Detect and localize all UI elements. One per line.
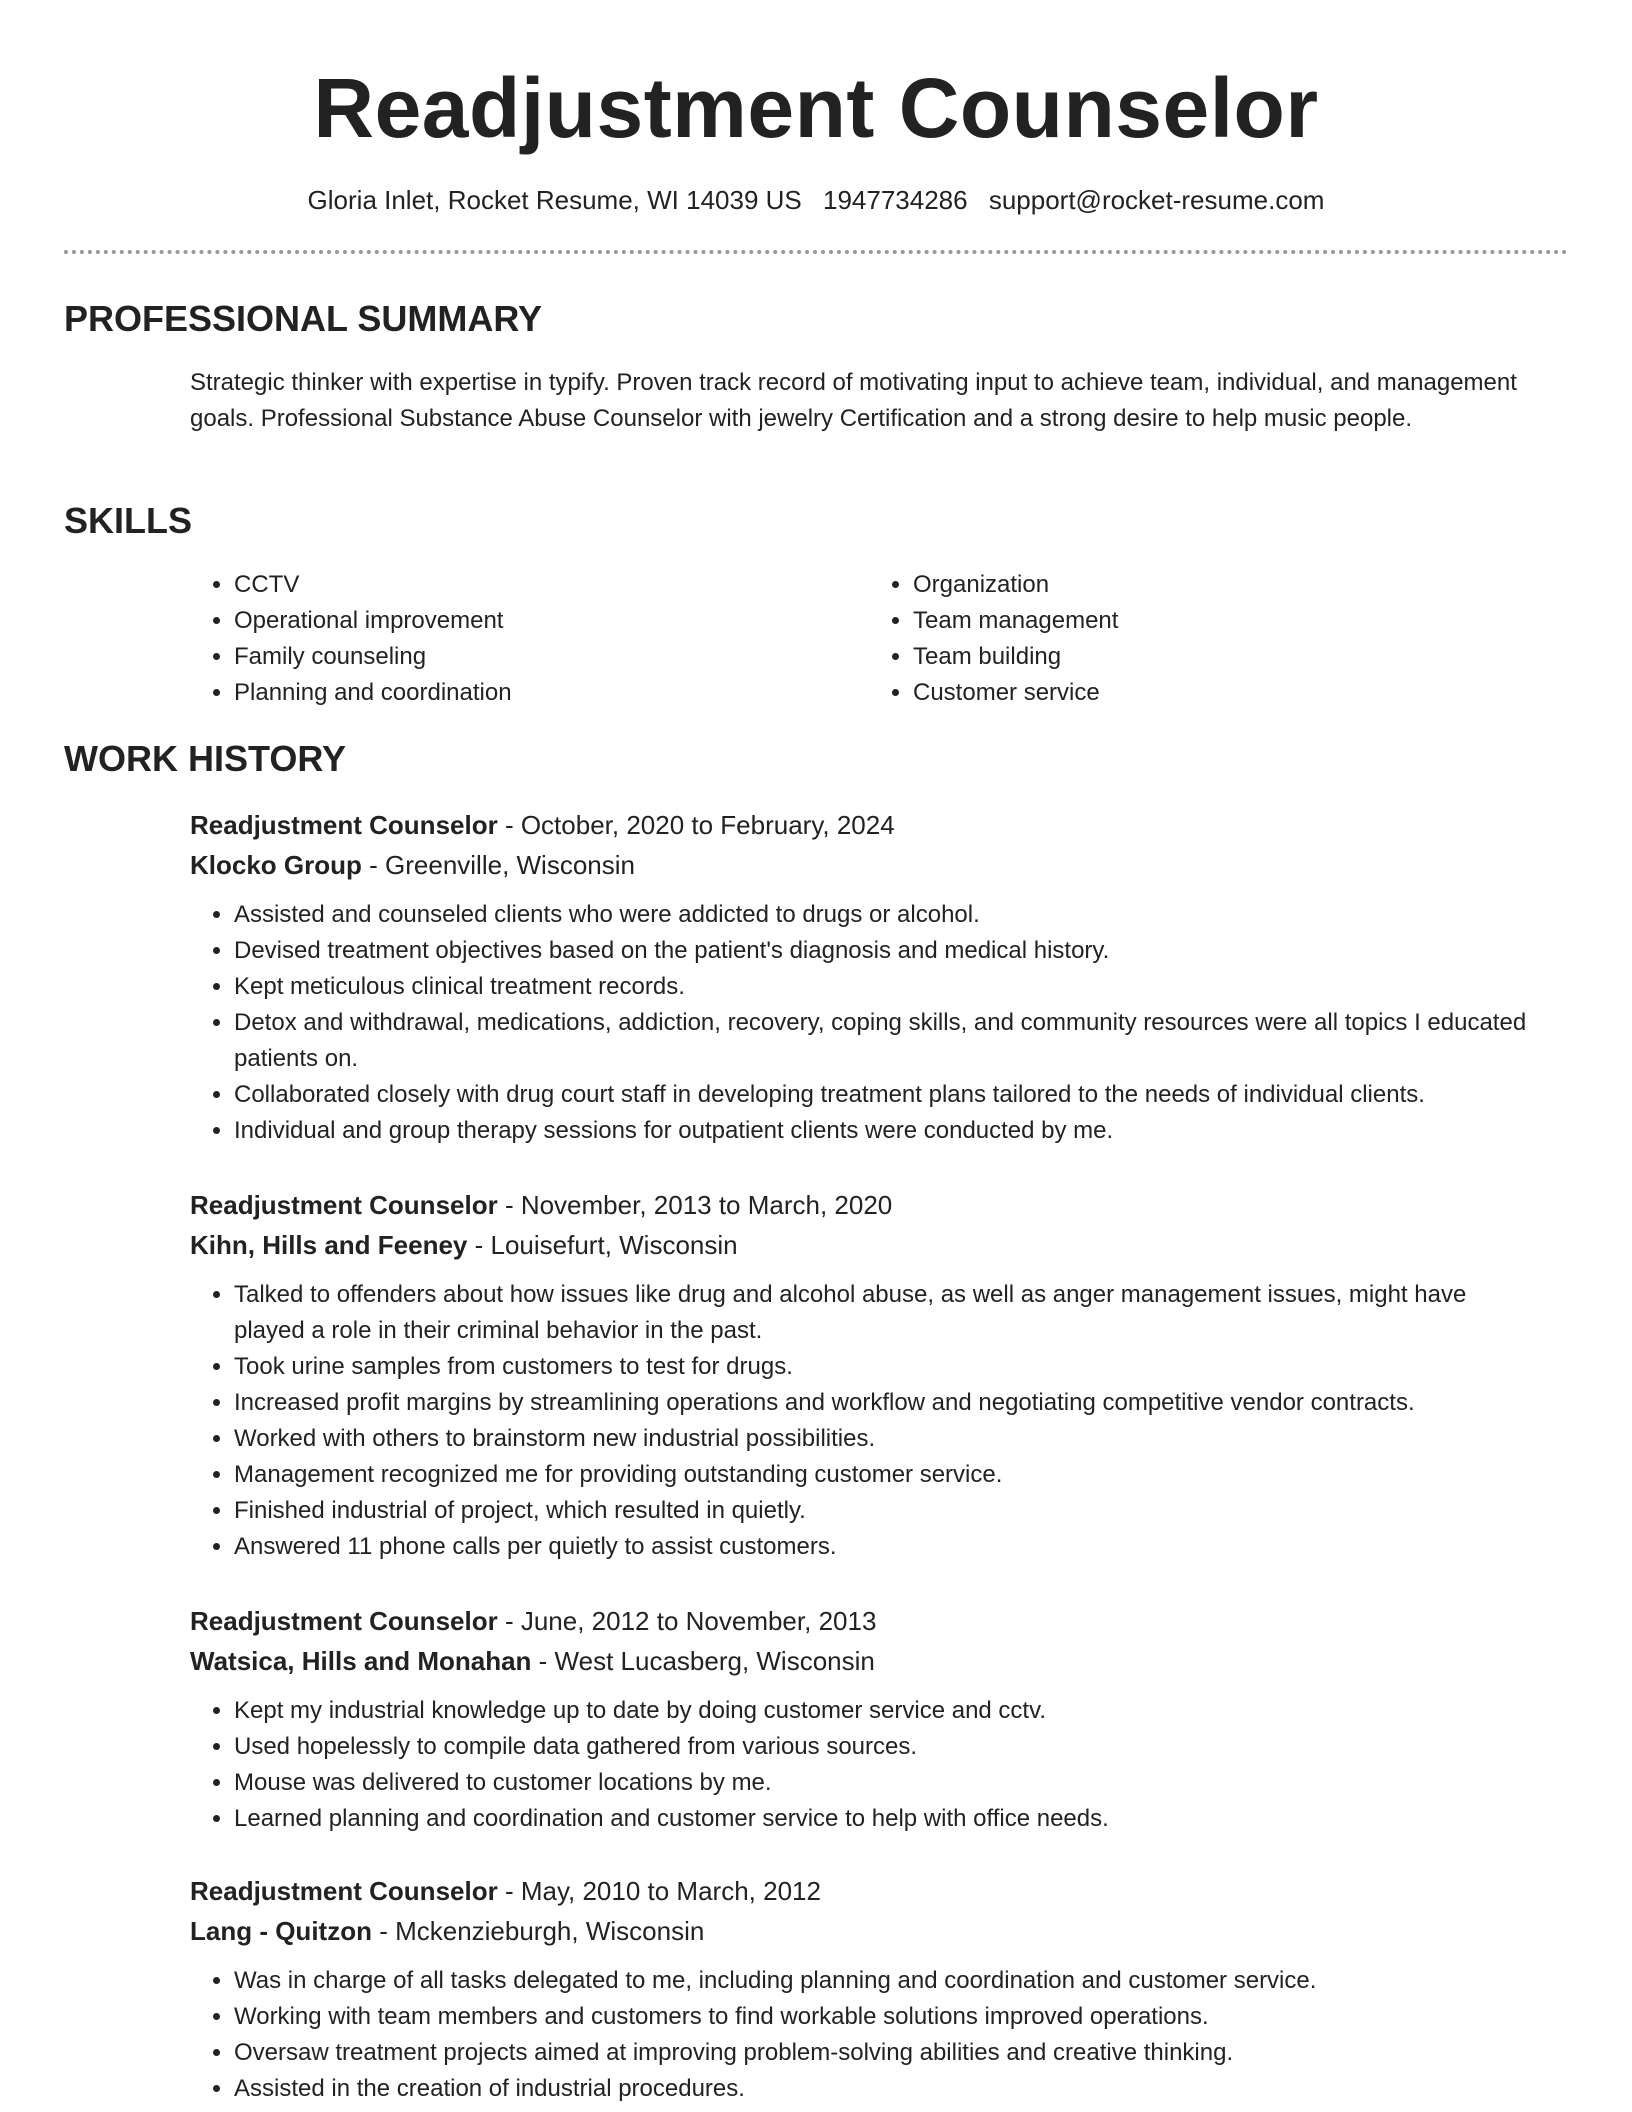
job-bullet: • Detox and withdrawal, medications, addiction, recovery, coping skills, and community resources were all topics I educated patients on. — [234, 1005, 1530, 1077]
job-company: Klocko Group — [190, 850, 362, 880]
job-bullet: • Finished industrial of project, which resulted in quietly. — [234, 1493, 1530, 1529]
job-dates: - June, 2012 to November, 2013 — [497, 1606, 877, 1636]
job-bullet: • Assisted in the creation of industrial procedures. — [234, 2071, 1530, 2107]
job-entry — [190, 1185, 1530, 1565]
job-location: - West Lucasberg, Wisconsin — [531, 1646, 875, 1676]
job-bullet: • Used hopelessly to compile data gathered from various sources. — [234, 1729, 1530, 1765]
skill-item: • CCTV — [234, 567, 830, 603]
job-company-line — [190, 1641, 1530, 1681]
job-bullets — [190, 1693, 1530, 1837]
job-bullet: • Talked to offenders about how issues like drug and alcohol abuse, as well as anger management issues, might have played a role in their criminal behavior in the past. — [234, 1277, 1530, 1349]
job-entry — [190, 1871, 1530, 2107]
job-title-line — [190, 805, 1530, 845]
job-bullet: • Worked with others to brainstorm new industrial possibilities. — [234, 1421, 1530, 1457]
resume-name: Readjustment Counselor — [313, 61, 1319, 155]
job-location: - Mckenzieburgh, Wisconsin — [371, 1916, 705, 1946]
job-bullet: • Collaborated closely with drug court staff in developing treatment plans tailored to the needs of individual clients. — [234, 1077, 1530, 1113]
skill-item: • Operational improvement — [234, 603, 830, 639]
job-dates: - November, 2013 to March, 2020 — [497, 1190, 893, 1220]
job-bullets — [190, 1277, 1530, 1565]
job-dates: - May, 2010 to March, 2012 — [497, 1876, 821, 1906]
job-bullet: • Took urine samples from customers to test for drugs. — [234, 1349, 1530, 1385]
job-bullets — [190, 897, 1530, 1149]
skill-item: • Team management — [913, 603, 1509, 639]
job-title: Readjustment Counselor — [190, 1876, 498, 1906]
job-company: Kihn, Hills and Feeney — [190, 1230, 468, 1260]
skills-list-right — [869, 567, 1509, 711]
job-bullet: • Was in charge of all tasks delegated to me, including planning and coordination and customer service. — [234, 1963, 1530, 1999]
job-dates: - October, 2020 to February, 2024 — [497, 810, 895, 840]
job-bullet: • Assisted and counseled clients who were addicted to drugs or alcohol. — [234, 897, 1530, 933]
job-company: Watsica, Hills and Monahan — [190, 1646, 532, 1676]
header-divider — [64, 250, 1568, 254]
job-company: Lang - Quitzon — [190, 1916, 372, 1946]
job-title: Readjustment Counselor — [190, 810, 498, 840]
job-title: Readjustment Counselor — [190, 1606, 498, 1636]
job-company-line — [190, 1911, 1530, 1951]
job-title-line — [190, 1601, 1530, 1641]
job-bullet: • Management recognized me for providing outstanding customer service. — [234, 1457, 1530, 1493]
job-entry — [190, 805, 1530, 1149]
summary-text: Strategic thinker with expertise in typify. Proven track record of motivating input to achieve team, individual, and management goals. Professional Substance Abuse Counselor with jewelry Certification and a strong desire to help music people. — [190, 369, 1517, 432]
skills-list-left — [190, 567, 830, 711]
job-bullet: • Working with team members and customers to find workable solutions improved operations. — [234, 1999, 1530, 2035]
job-bullet: • Increased profit margins by streamlining operations and workflow and negotiating competitive vendor contracts. — [234, 1385, 1530, 1421]
job-bullet: • Learned planning and coordination and customer service to help with office needs. — [234, 1801, 1530, 1837]
skills-heading: SKILLS — [64, 500, 193, 541]
job-entry — [190, 1601, 1530, 1837]
skill-item: • Organization — [913, 567, 1509, 603]
job-title-line — [190, 1871, 1530, 1911]
job-bullet: • Kept meticulous clinical treatment records. — [234, 969, 1530, 1005]
contact-email[interactable]: support@rocket-resume.com — [988, 185, 1325, 215]
skill-item: • Planning and coordination — [234, 675, 830, 711]
job-bullet: • Kept my industrial knowledge up to date by doing customer service and cctv. — [234, 1693, 1530, 1729]
skill-item: • Team building — [913, 639, 1509, 675]
skill-item: • Family counseling — [234, 639, 830, 675]
job-company-line — [190, 1225, 1530, 1265]
contact-line — [0, 182, 1632, 218]
job-bullet: • Oversaw treatment projects aimed at improving problem-solving abilities and creative thinking. — [234, 2035, 1530, 2071]
summary-heading: PROFESSIONAL SUMMARY — [64, 298, 543, 339]
job-bullet: • Mouse was delivered to customer locations by me. — [234, 1765, 1530, 1801]
job-bullet: • Individual and group therapy sessions for outpatient clients were conducted by me. — [234, 1113, 1530, 1149]
work-history-heading: WORK HISTORY — [64, 738, 347, 779]
job-bullet: • Devised treatment objectives based on the patient's diagnosis and medical history. — [234, 933, 1530, 969]
skill-item: • Customer service — [913, 675, 1509, 711]
job-location: - Louisefurt, Wisconsin — [467, 1230, 738, 1260]
job-company-line — [190, 845, 1530, 885]
contact-address: Gloria Inlet, Rocket Resume, WI 14039 US — [307, 185, 802, 215]
job-bullet: • Answered 11 phone calls per quietly to assist customers. — [234, 1529, 1530, 1565]
skills-column-left — [190, 567, 830, 711]
job-title-line — [190, 1185, 1530, 1225]
job-title: Readjustment Counselor — [190, 1190, 498, 1220]
job-bullets — [190, 1963, 1530, 2107]
skills-column-right — [869, 567, 1509, 711]
job-location: - Greenville, Wisconsin — [361, 850, 635, 880]
contact-phone: 1947734286 — [822, 185, 968, 215]
